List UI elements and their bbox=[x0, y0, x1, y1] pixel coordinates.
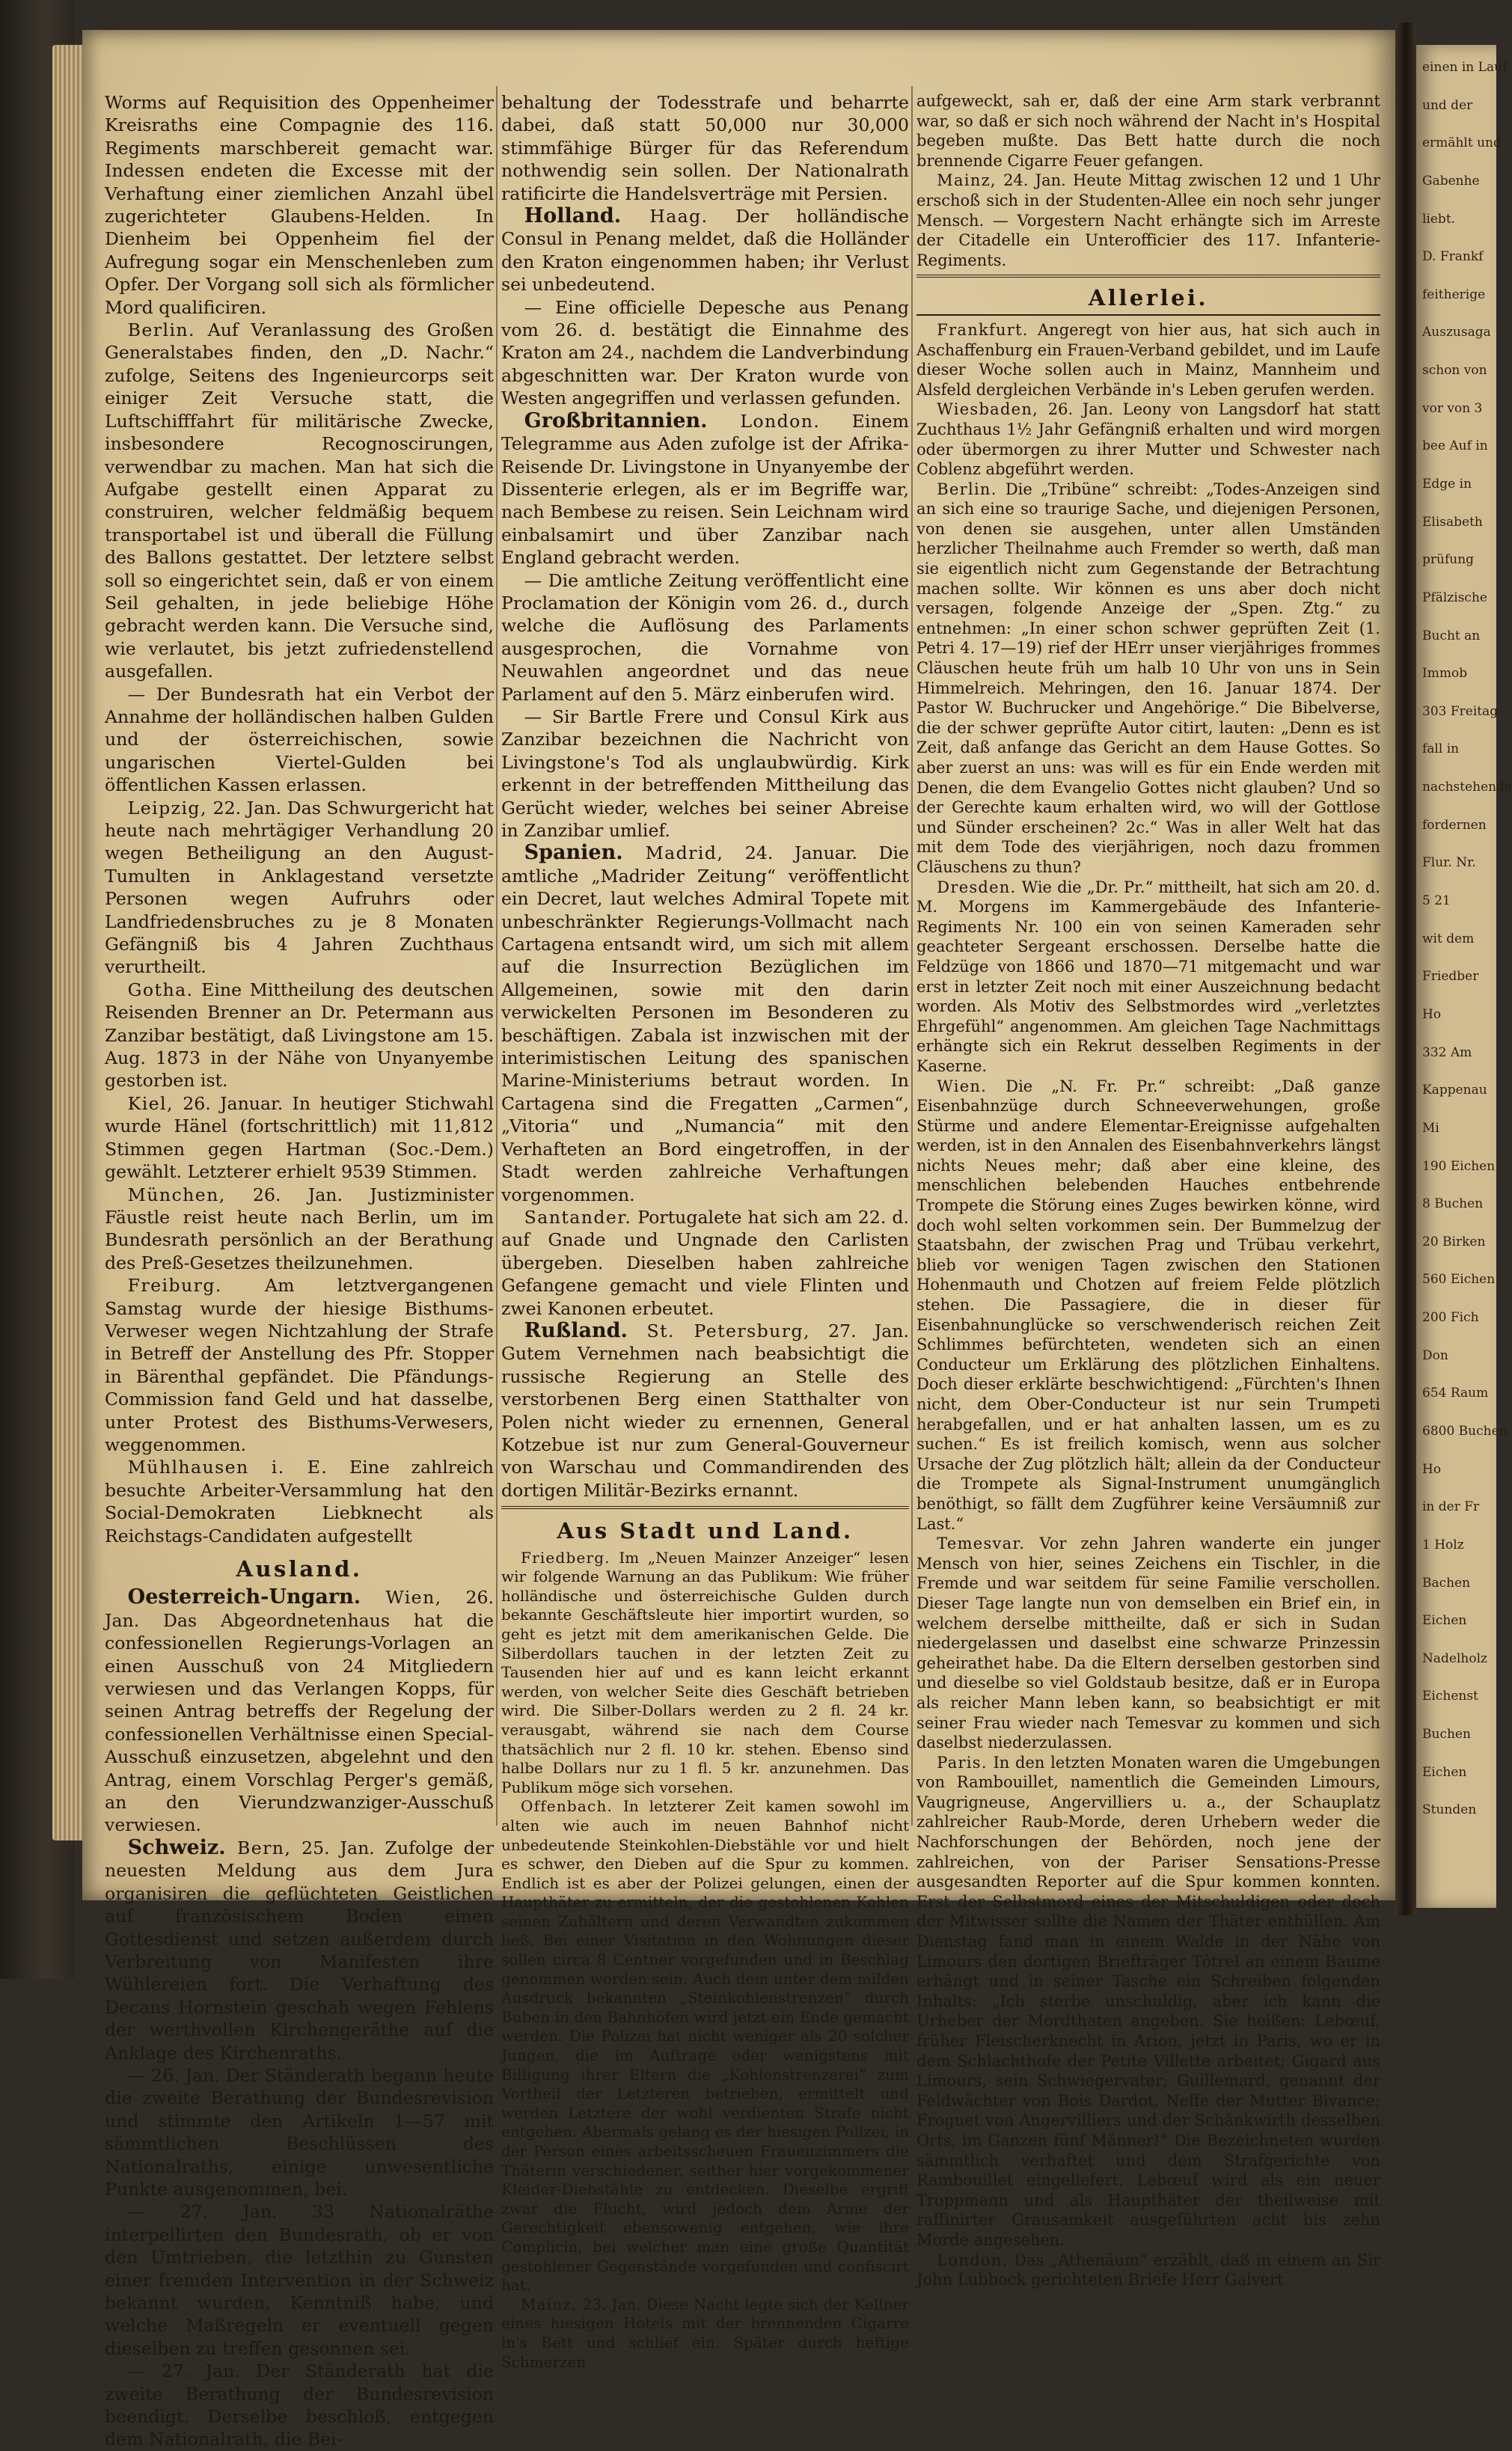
adjacent-page-fragment: D. Frankf bbox=[1422, 249, 1484, 265]
article-schweiz-cont: behaltung der Todesstrafe und beharrte dabei, daß statt 50,000 nur 30,000 stimmfähige Bürger für das Referendum nothwendig sein sollen. Der Nationalrath ratificirte die Handelsverträge mit Persien. bbox=[501, 92, 909, 204]
section-heading-stadt-und-land: Aus Stadt und Land. bbox=[557, 1518, 854, 1544]
dateline: Mainz, bbox=[937, 171, 997, 190]
dateline: Wiesbaden, bbox=[937, 400, 1039, 419]
adjacent-page-fragment: nachstehende bbox=[1422, 780, 1512, 795]
adjacent-page-fragment: schon von bbox=[1422, 363, 1487, 379]
section-heading-allerlei: Allerlei. bbox=[1088, 285, 1209, 311]
adjacent-page-fragment: 6800 Buchen bbox=[1422, 1423, 1508, 1439]
adjacent-page-fragment: Pfälzische bbox=[1422, 590, 1487, 605]
adjacent-page-fragment: Flur. Nr. bbox=[1422, 855, 1476, 871]
dateline: München, bbox=[127, 1184, 226, 1205]
adjacent-page-fragment: Don bbox=[1422, 1347, 1448, 1363]
dateline: Wien, bbox=[361, 1587, 442, 1609]
adjacent-page-fragment: Mi bbox=[1422, 1120, 1439, 1136]
article-berlin-tribuene: Berlin. Die „Tribüne“ schreibt: „Todes-Anzeigen sind an sich eine so traurige Sache, und diejenigen Personen, von denen sie ausgehen, unter allen Umständen herzlicher Theilnahme auch Fremder so werth, daß man sie eigentlich nicht zum Gegenstande der Betrachtung machen sollte. Wir können es uns aber doch nicht versagen, folgende Anzeige der „Spen. Ztg.“ zu entnehmen: „In einer schon schwer geprüften Zeit (1. Petri 4. 17—19) rief der HErr unser vierjähriges frommes Cläuschen heute früh um halb 10 Uhr von uns in Sein Himmelreich. Mehringen, den 16. Januar 1874. Der Pastor W. Buchrucker und Angehörige.“ Die Bibelverse, die der schwer geprüfte Autor citirt, lauten: „Denn es ist Zeit, daß anfange das Gericht an dem Hause Gottes. So aber zuerst an uns: was will es für ein Ende werden mit Denen, die dem Evangelio Gottes nicht glauben? Und so der Gerechte kaum erhalten wird, wo will der Gottlose und Sünder erscheinen? 2c.“ Was in aller Welt hat das mit dem Tode des vierjährigen, noch dazu frommen Cläuschens zu thun? bbox=[916, 480, 1380, 876]
section-rule bbox=[916, 314, 1380, 316]
section-rule bbox=[916, 275, 1380, 278]
article-mainz-24: Mainz, 24. Jan. Heute Mittag zwischen 12 und 1 Uhr erschoß sich in der Studenten-Allee ein noch sehr junger Mensch. — Vorgestern Nacht erhängte sich im Arreste der Citadelle ein Unterofficier des 117. Infanterie-Regiments. bbox=[916, 171, 1380, 269]
article-offenbach: Offenbach. In letzterer Zeit kamen sowohl im alten wie auch im neuen Bahnhof nicht unbedeutende Steinkohlen-Diebstähle vor und hielt es schwer, den Dieben auf die Spur zu kommen. Endlich ist es aber der Polizei gelungen, einen der Haupthäter zu ermitteln, der die gestohlenen Kohlen seinen Zuhältern und deren Verwandten zukommen ließ. Bei einer Visitation in den Wohnungen dieser sollen circa 8 Centner vorgefunden und in Beschlag genommen worden sein. Auch dem unter dem milden Ausdruck bekannten „Steinkohlenstrenzen“ durch Buben in den Bahnhöfen wird jetzt ein Ende gemacht werden. Die Polizei hat nicht weniger als 20 solcher Jungen, die im Auftrage oder wenigstens mit Billigung ihrer Eltern die „Kohlenstrenzerei“ zum Vortheil der Letzteren betrieben, ermittelt und werden Letztere der wohl verdienten Strafe nicht entgehen. Abermals gelang es der hiesigen Polizei, in der Person eines arbeitsscheuen Frauenzimmers die Thäterin verschiedener, seither hier vorgekommener Kleider-Diebstähle zu entdecken. Dieselbe ergriff zwar die Flucht, wird jedoch dem Arme der Gerechtigkeit ebensowenig entgehen, wie ihre Complicin, bei welcher man eine große Quantität gestohlener Gegenstände vorgefunden und confiscirt hat. bbox=[501, 1797, 909, 2295]
dateline: Paris. bbox=[937, 1753, 988, 1772]
article-mainz-23: Mainz, 23. Jan. Diese Nacht legte sich der Kellner eines hiesigen Hotels mit der brennenden Cigarre in's Bett und schlief ein. Später durch heftige Schmerzen bbox=[501, 2295, 909, 2371]
adjacent-page-fragment: Ho bbox=[1422, 1461, 1442, 1477]
adjacent-page-fragment: Edge in bbox=[1422, 477, 1472, 492]
adjacent-page-fragment: 1 Holz bbox=[1422, 1537, 1464, 1552]
article-grossbritannien: Großbritannien. London. Einem Telegramme aus Aden zufolge ist der Afrika-Reisende Dr. Livingstone in Unyanyembe der Dissenterie erlegen, als er im Begriffe war, nach Bembese zu reisen. Sein Leichnam wird einbalsamirt und über Zanzibar nach England gebracht werden. bbox=[501, 408, 909, 569]
country-heading: Holland. bbox=[524, 204, 622, 228]
newspaper-page bbox=[82, 30, 1395, 2450]
dateline: London. bbox=[707, 410, 821, 432]
dateline: St. Petersburg, bbox=[627, 1320, 810, 1341]
article-spanien: Spanien. Madrid, 24. Januar. Die amtliche „Madrider Zeitung“ veröffentlicht ein Decret, laut welches Admiral Topete mit unbeschränkter Regierungs-Vollmacht nach Cartagena entsandt wird, um sich mit allem auf die Insurrection Bezüglichen im Allgemeinen, sowie mit den darin verwickelten Personen im Besonderen zu beschäftigen. Zabala ist inzwischen mit der interimistischen Leitung des spanischen Marine-Ministeriums betraut worden. In Cartagena sind die Fregatten „Carmen“, „Vitoria“ und „Numancia“ mit den Verhafteten an Bord eingetroffen, in der Stadt werden zahlreiche Verhaftungen vorgenommen. bbox=[501, 841, 909, 1205]
article-oesterreich: Oesterreich-Ungarn. Wien, 26. Jan. Das Abgeordnetenhaus hat die confessionellen Regierungs-Vorlagen an einen Ausschuß von 24 Mitgliedern verwiesen und das Verlangen Kopps, für seinen Antrag betreffs der Regelung der confessionellen Verhältnisse einen Special-Ausschuß einzusetzen, abgelehnt und den Antrag, einem Vorschlag Perger's gemäß, an den Vierundzwanziger-Ausschuß verwiesen. bbox=[105, 1585, 494, 1836]
article-leipzig: Leipzig, 22. Jan. Das Schwurgericht hat heute nach mehrtägiger Verhandlung 20 wegen Betheiligung an den August-Tumulten in Anklagestand versetzte Personen wegen Aufruhrs oder Landfriedensbruches zu je 8 Monaten Gefängniß bis 4 Jahren Zuchthaus verurtheilt. bbox=[105, 797, 494, 978]
adjacent-page-fragment: Eichen bbox=[1422, 1764, 1467, 1780]
dateline: Santander. bbox=[524, 1206, 632, 1228]
article-schweiz-26: — 26. Jan. Der Ständerath begann heute die zweite Berathung der Bundesrevision und stimmte den Artikeln 1—57 mit sämmtlichen Beschlüssen des Nationalraths, einige unwesentliche Punkte ausgenommen, bei. bbox=[105, 2064, 494, 2200]
article-muenchen: München, 26. Jan. Justizminister Fäustle reist heute nach Berlin, um im Bundesrath persönlich an der Berathung des Preß-Gesetzes theilzunehmen. bbox=[105, 1184, 494, 1273]
adjacent-page-fragment: Auszusaga bbox=[1422, 325, 1491, 340]
article-worms: Worms auf Requisition des Oppenheimer Kreisraths eine Compagnie des 116. Regiments marschbereit gemacht war. Indessen endeten die Excesse mit der Verhaftung einer ziemlichen Anzahl übel zugerichteter Glaubens-Helden. In Dienheim bei Oppenheim fiel der Aufregung sogar ein Menschenleben zum Opfer. Der Vorgang soll sich als förmlicher Mord qualificiren. bbox=[105, 92, 494, 318]
adjacent-page-fragment: Bachen bbox=[1422, 1575, 1471, 1591]
adjacent-page-fragment: feitherige bbox=[1422, 287, 1486, 302]
adjacent-page-fragment: 303 Freitag bbox=[1422, 703, 1499, 719]
section-rule bbox=[501, 1506, 909, 1509]
article-wiesbaden: Wiesbaden, 26. Jan. Leony von Langsdorf hat statt Zuchthaus 1½ Jahr Gefängniß erhalten und wird morgen oder übermorgen zu ihrer Mutter und Schwester nach Coblenz abgeführt werden. bbox=[916, 400, 1380, 479]
adjacent-page-fragment: Gabenhe bbox=[1422, 173, 1480, 189]
adjacent-page-fragment: Friedber bbox=[1422, 969, 1479, 985]
dateline: London. bbox=[937, 2250, 1008, 2269]
article-paris: Paris. In den letzten Monaten waren die Umgebungen von Rambouillet, namentlich die Gemeinden Limours, Vaugrigneuse, Angervilliers u. a., der Schauplatz zahlreicher Raub-Morde, deren Urhebern weder die Nachforschungen der Behörden, noch jene der zahlreichen, von der Pariser Sensations-Presse ausgesandten Reporter auf die Spur kommen konnten. Erst der Selbstmord eines der Mitschuldigen oder doch der Mitwisser sollte die Namen der Thäter enthüllen. Am Dienstag fand man in einem Walde in der Nähe von Limours den dortigen Briefträger Tôtrel an einem Baume erhängt und in seiner Tasche ein Schreiben folgenden Inhalts: „Ich sterbe unschuldig, aber ich kann die Urheber der Mordthaten angeben. Sie heißen: Lebœuf, früher Fleischerknecht in Arion, jetzt in Paris, wo er in dem Schlachthofe der Petite Villette arbeitet; Gigard aus Limours, sein Schwiegervater; Guillemard, genannt der Feldwächter von Bois Dardot, Neffe der Mutter Bivance; Froguet von Angervilliers und der Schänkwirth desselben Orts, im Ganzen fünf Männer!“ Die Bezeichneten wurden sämmtlich verhaftet und dem Strafgerichte von Rambouillet eingeliefert. Lebœuf wird als ein neuer Troppmann und als Haupthäter der theilweise mit raffinirter Grausamkeit ausgeführten acht bis zehn Morde angesehen. bbox=[916, 1753, 1380, 2249]
adjacent-page-fragment: 654 Raum bbox=[1422, 1386, 1489, 1401]
country-heading: Oesterreich-Ungarn. bbox=[127, 1585, 361, 1609]
adjacent-page-fragment: Bucht an bbox=[1422, 628, 1481, 643]
article-russland: Rußland. St. Petersburg, 27. Jan. Gutem Vernehmen nach beabsichtigt die russische Regierung an Stelle des verstorbenen Berg einen Statthalter von Polen nicht wieder zu ernennen, General Kotzebue ist nur zum General-Gouverneur von Warschau und Commandirenden des dortigen Militär-Bezirks ernannt. bbox=[501, 1318, 909, 1501]
article-kiel: Kiel, 26. Januar. In heutiger Stichwahl wurde Hänel (fortschrittlich) mit 11,812 Stimmen gegen Hartman (Soc.-Dem.) gewählt. Letzterer erhielt 9539 Stimmen. bbox=[105, 1092, 494, 1183]
article-berlin: Berlin. Auf Veranlassung des Großen Generalstabes finden, den „D. Nachr.“ zufolge, Seitens des Ingenieurcorps seit einiger Zeit Versuche statt, die Luftschifffahrt für militärische Zwecke, insbesondere Recognoscirungen, verwendbar zu machen. Man hat sich die Aufgabe gestellt einen Apparat zu construiren, welcher feldmäßig bequem transportabel ist und überall die Füllung des Ballons gestattet. Der letztere selbst soll so eingerichtet sein, daß er von einem Seil gehalten, in jede beliebige Höhe gebracht werden kann. Die Versuche sind, wie verlautet, bis jetzt zufriedenstellend ausgefallen. bbox=[105, 319, 494, 682]
adjacent-page-fragment: 560 Eichen bbox=[1422, 1272, 1496, 1288]
dateline: Gotha. bbox=[127, 979, 194, 1000]
adjacent-page-fragment: Immob bbox=[1422, 666, 1468, 682]
adjacent-page-fragment: Nadelholz bbox=[1422, 1650, 1487, 1666]
dateline: Leipzig, bbox=[127, 797, 207, 818]
adjacent-page-fragment: prüfung bbox=[1422, 552, 1475, 568]
adjacent-page-fragment: 200 Fich bbox=[1422, 1310, 1479, 1326]
article-london: London. Das „Athenäum“ erzählt, daß in einem an Sir John Lubbock gerichteten Briefe Herr Galvert bbox=[916, 2250, 1380, 2289]
adjacent-page-fragment: Stunden bbox=[1422, 1802, 1477, 1818]
article-bundesrath: — Der Bundesrath hat ein Verbot der Annahme der holländischen halben Gulden und der österreichischen, sowie ungarischen Viertel-Gulden bei öffentlichen Kassen erlassen. bbox=[105, 683, 494, 796]
dateline: Wien. bbox=[937, 1077, 988, 1095]
adjacent-page-fragment: Kappenau bbox=[1422, 1083, 1487, 1098]
article-holland: Holland. Haag. Der holländische Consul in Penang meldet, daß die Holländer den Kraton eingenommen haben; ihr Verlust sei unbedeutend. bbox=[501, 204, 909, 296]
adjacent-page-fragment: fordernen bbox=[1422, 817, 1487, 833]
article-santander: Santander. Portugalete hat sich am 22. d. auf Gnade und Ungnade den Carlisten übergeben. Dieselben haben zahlreiche Gefangene gemacht und viele Flinten und zwei Kanonen erbeutet. bbox=[501, 1206, 909, 1319]
dateline: Dresden. bbox=[937, 878, 1017, 896]
adjacent-page-fragment: Elisabeth bbox=[1422, 514, 1483, 530]
dateline: Bern, bbox=[225, 1837, 292, 1858]
adjacent-page-fragment: Eichen bbox=[1422, 1613, 1467, 1629]
adjacent-page-fragment: ermählt und bbox=[1422, 135, 1502, 151]
country-heading: Großbritannien. bbox=[524, 408, 708, 432]
adjacent-page-fragment: 20 Birken bbox=[1422, 1234, 1486, 1249]
dateline: Temesvar. bbox=[937, 1534, 1026, 1553]
column-divider bbox=[496, 86, 498, 1826]
adjacent-page-fragment: bee Auf in bbox=[1422, 438, 1488, 454]
adjacent-page-fragment: 8 Buchen bbox=[1422, 1196, 1484, 1212]
adjacent-page-fragment: Eichenst bbox=[1422, 1689, 1478, 1704]
adjacent-page-fragment: Buchen bbox=[1422, 1727, 1471, 1742]
article-muehlhausen: Mühlhausen i. E. Eine zahlreich besuchte Arbeiter-Versammlung hat den Social-Demokraten Liebknecht als Reichstags-Candidaten aufgestellt bbox=[105, 1457, 494, 1546]
article-temesvar: Temesvar. Vor zehn Jahren wanderte ein junger Mensch von hier, seines Zeichens ein Tischler, in die Fremde und war seitdem für seine Familie verschollen. Dieser Tage langte nun von demselben ein Brief ein, in welchem derselbe mittheilte, daß er sich in Sudan niedergelassen und daselbst eine schwarze Prinzessin geheirathet habe. Da die Eltern derselben gestorben sind und dieselbe so viel Goldstaub besitze, daß er in Europa als reicher Mann leben kann, so beabsichtigt er mit seiner Frau wieder nach Temesvar zu kommen und sich daselbst niederzulassen. bbox=[916, 1534, 1380, 1752]
article-wien: Wien. Die „N. Fr. Pr.“ schreibt: „Daß ganze Eisenbahnzüge durch Schneeverwehungen, große Stürme und andere Elementar-Ereignisse aufgehalten werden, ist in den Annalen des Eisenbahnverkehrs längst nichts Neues mehr; daß aber eine kleine, des menschlichen belebenden Hauches entbehrende Trompete die Störung eines Zuges bewirken könne, wird doch wohl selten vorkommen sein. Der Bummelzug der Staatsbahn, der zwischen Prag und Trübau verkehrt, blieb vor wenigen Tagen zwischen den Stationen Hohenmauth und Chotzen auf freiem Felde plötzlich stehen. Die Passagiere, die in dieser für Eisenbahnunglücke so verschwenderisch reichen Zeit Schlimmes befürchteten, wendeten sich an einen Conducteur um Erklärung des plötzlichen Einhaltens. Doch dieser erklärte beschwichtigend: „Fürchten's Ihnen nicht, dem Ober-Conducteur ist nur sein Trumpeti herabgefallen, und er hat anhalten lassen, um es zu suchen.“ Es ist freilich komisch, wenn aus solcher Ursache der Zug plötzlich hält; allein da der Conducteur die Trompete als Signal-Instrument unumgänglich benöthigt, so fällt dem Zugführer keine Versäumniß zur Last.“ bbox=[916, 1077, 1380, 1533]
dateline: Mühlhausen i. E. bbox=[127, 1457, 328, 1478]
adjacent-page-fragment: 332 Am bbox=[1422, 1044, 1472, 1060]
article-schweiz-27a: — 27. Jan. 33 Nationalräthe interpellirten den Bundesrath, ob er von den Umtrieben, die letzthin zu Gunsten einer fremden Intervention in der Schweiz bekannt wurden, Kenntniß habe, und welche Maßregeln er eventuell gegen dieselben zu treffen gesonnen sei. bbox=[105, 2201, 494, 2359]
country-heading: Rußland. bbox=[524, 1318, 628, 1342]
article-gotha: Gotha. Eine Mittheilung des deutschen Reisenden Brenner an Dr. Petermann aus Zanzibar bestätigt, daß Livingstone am 15. Aug. 1873 in der Nähe von Unyanyembe gestorben ist. bbox=[105, 979, 494, 1092]
dateline: Madrid, bbox=[622, 842, 724, 864]
article-friedberg: Friedberg. Im „Neuen Mainzer Anzeiger“ lesen wir folgende Warnung an das Publikum: Wie früher holländische und österreichische Gulden durch bekannte Geschäftsleute hier importirt wurden, so geht es jetzt mit dem amerikanischen Gelde. Die Silberdollars tauchen in der letzten Zeit zu Tausenden hier auf und es kann leicht erkannt werden, von welcher Seite dies Geschäft betrieben wird. Die Silber-Dollars werden zu 2 fl. 24 kr. verausgabt, während sie nach dem Course thatsächlich nur 2 fl. 10 kr. stehen. Ebenso sind halbe Dollars nur zu 1 fl. 5 kr. anzunehmen. Das Publikum möge sich vorsehen. bbox=[501, 1548, 909, 1796]
dateline: Kiel, bbox=[127, 1092, 174, 1114]
article-grossbritannien-2: — Die amtliche Zeitung veröffentlicht eine Proclamation der Königin vom 26. d., durch welche die Auflösung des Parlaments ausgesprochen, die Vornahme von Neuwahlen angeordnet und das neue Parlament auf den 5. März einberufen wird. bbox=[501, 569, 909, 705]
dateline: Haag. bbox=[621, 206, 708, 227]
adjacent-page-fragment: 5 21 bbox=[1422, 893, 1451, 909]
dateline: Mainz, bbox=[521, 2295, 578, 2313]
adjacent-page-fragment: liebt. bbox=[1422, 211, 1456, 227]
dateline: Frankfurt. bbox=[937, 320, 1029, 339]
country-heading: Spanien. bbox=[524, 841, 623, 865]
article-freiburg: Freiburg. Am letztvergangenen Samstag wurde der hiesige Bisthums-Verweser wegen Nichtzahlung der Strafe in Betreff der Anstellung des Pfr. Stopper in Bärenthal gepfändet. Die Pfändungs-Commission fand Geld und hat dasselbe, unter Protest des Bisthums-Verwesers, weggenommen. bbox=[105, 1275, 494, 1455]
adjacent-page-fragment: und der bbox=[1422, 97, 1473, 113]
adjacent-page-fragment: fall in bbox=[1422, 741, 1460, 757]
adjacent-page-fragment: in der Fr bbox=[1422, 1499, 1480, 1515]
column-2 bbox=[501, 91, 909, 2372]
column-1 bbox=[105, 91, 494, 2451]
article-schweiz: Schweiz. Bern, 25. Jan. Zufolge der neuesten Meldung aus dem Jura organisiren die geflüchteten Geistlichen auf französischem Boden einen Gottesdienst und setzen außerdem durch Verbreitung von Manifesten ihre Wühlereien fort. Die Verhaftung des Decans Hornstein geschah wegen Fehlens der werthvollen Kirchengeräthe auf die Anklage des Kirchenraths. bbox=[105, 1835, 494, 2063]
dateline: Friedberg. bbox=[521, 1548, 610, 1567]
column-3 bbox=[916, 91, 1380, 2290]
section-heading-ausland: Ausland. bbox=[236, 1556, 363, 1582]
country-heading: Schweiz. bbox=[127, 1835, 226, 1859]
article-grossbritannien-3: — Sir Bartle Frere und Consul Kirk aus Zanzibar bezeichnen die Nachricht von Livingstone's Tod als unglaubwürdig. Kirk erkennt in der betreffenden Mittheilung das Gerücht wieder, welches bei seiner Abreise in Zanzibar umlief. bbox=[501, 706, 909, 841]
article-frankfurt: Frankfurt. Angeregt von hier aus, hat sich auch in Aschaffenburg ein Frauen-Verband gebildet, und im Laufe dieser Woche sollen auch in Mainz, Mannheim und Alsfeld dergleichen Verbände in's Leben gerufen werden. bbox=[916, 320, 1380, 399]
adjacent-page bbox=[1416, 45, 1512, 1908]
dateline: Offenbach. bbox=[521, 1797, 613, 1816]
adjacent-page-fragment: Ho bbox=[1422, 1006, 1442, 1022]
dateline: Berlin. bbox=[127, 319, 195, 341]
dateline: Berlin. bbox=[937, 480, 997, 498]
article-holland-2: — Eine officielle Depesche aus Penang vom 26. d. bestätigt die Einnahme des Kraton am 24., nachdem die Landverbindung abgeschnitten war. Der Kraton wurde von Westen angegriffen und verlassen gefunden. bbox=[501, 296, 909, 409]
column-divider bbox=[911, 86, 913, 1826]
dateline: Freiburg. bbox=[127, 1275, 222, 1297]
article-dresden: Dresden. Wie die „Dr. Pr.“ mittheilt, hat sich am 20. d. M. Morgens im Kammergebäude des Infanterie-Regiments Nr. 100 ein von seinen Kameraden sehr geachteter Sergeant erschossen. Derselbe hatte die Feldzüge von 1866 und 1870—71 mitgemacht und war erst in letzter Zeit noch mit einer Auszeichnung bedacht worden. Als Motiv des Selbstmordes wird „verletztes Ehrgefühl“ angenommen. Am gleichen Tage Nachmittags erhängte sich ein Rekrut desselben Regiments in der Kaserne. bbox=[916, 878, 1380, 1075]
adjacent-page-fragment: wit dem bbox=[1422, 931, 1475, 946]
book-gutter bbox=[1395, 22, 1416, 1915]
adjacent-page-fragment: vor von 3 bbox=[1422, 400, 1483, 416]
adjacent-page-fragment: einen in Lauf bbox=[1422, 60, 1508, 75]
article-schweiz-27b: — 27. Jan. Der Ständerath hat die zweite Berathung der Bundesrevision beendigt. Derselbe beschloß, entgegen dem Nationalrath, die Bei- bbox=[105, 2360, 494, 2450]
adjacent-page-fragment: 190 Eichen bbox=[1422, 1158, 1496, 1174]
article-mainz-cont: aufgeweckt, sah er, daß der eine Arm stark verbrannt war, so daß er sich noch während der Nacht in's Hospital begeben mußte. Das Bett hatte durch die noch brennende Cigarre Feuer gefangen. bbox=[916, 92, 1380, 170]
